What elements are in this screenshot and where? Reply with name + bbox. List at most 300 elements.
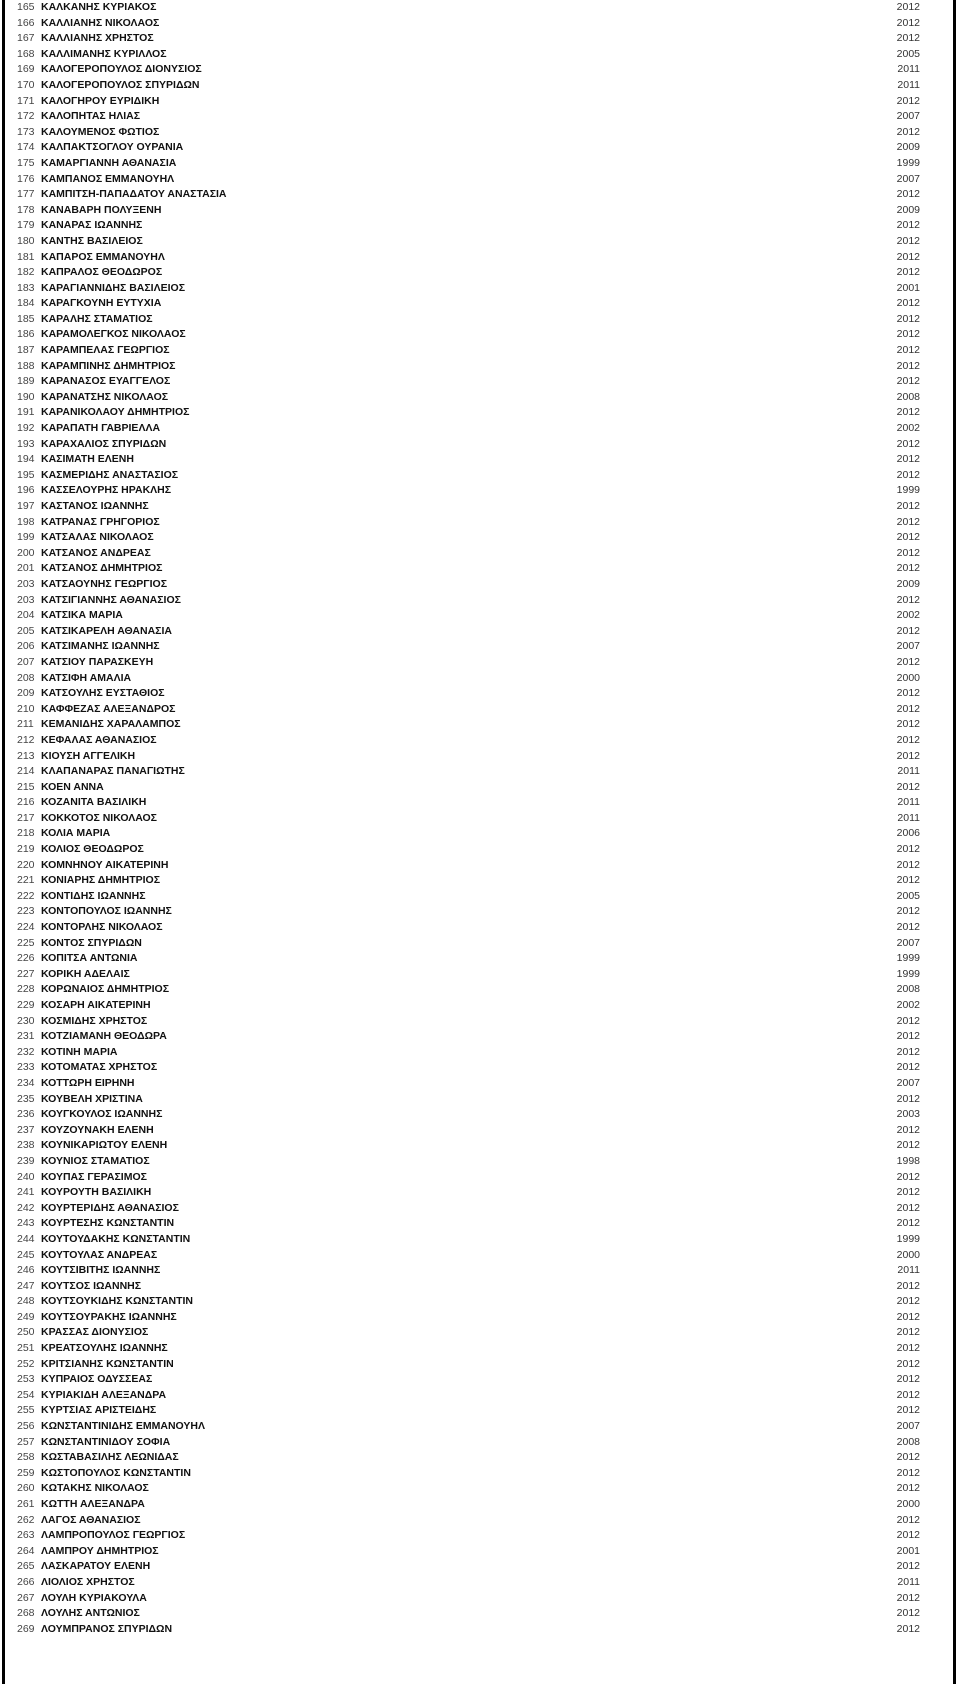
person-name: ΚΑΛΟΠΗΤΑΣ ΗΛΙΑΣ: [41, 110, 141, 123]
person-name: ΚΟΥΡΤΕΣΗΣ ΚΩΝΣΤΑΝΤΙΝ: [41, 1217, 175, 1230]
year-value: 2012: [896, 1607, 920, 1620]
list-item: [17, 1123, 920, 1139]
list-item: [17, 982, 920, 998]
list-item: [17, 1575, 920, 1591]
person-name: ΚΑΝΑΒΑΡΗ ΠΟΛΥΞΕΝΗ: [41, 203, 162, 216]
year-value: 2001: [896, 281, 920, 294]
year-value: 2012: [896, 359, 920, 372]
row-number: 180: [17, 234, 35, 247]
list-item: [17, 920, 920, 936]
row-number: 256: [17, 1420, 35, 1433]
year-value: 2012: [896, 702, 920, 715]
list-item: [17, 265, 920, 281]
list-item: [17, 1170, 920, 1186]
person-name: ΚΑΛΛΙΑΝΗΣ ΧΡΗΣΤΟΣ: [41, 32, 154, 45]
row-number: 259: [17, 1466, 35, 1479]
year-value: 2012: [896, 593, 920, 606]
person-name: ΚΟΥΡΤΕΡΙΔΗΣ ΑΘΑΝΑΣΙΟΣ: [41, 1201, 179, 1214]
person-name: ΚΑΠΑΡΟΣ ΕΜΜΑΝΟΥΗΛ: [41, 250, 165, 263]
row-number: 168: [17, 47, 35, 60]
person-name: ΚΑΡΑΜΠΕΛΑΣ ΓΕΩΡΓΙΟΣ: [41, 344, 170, 357]
row-number: 167: [17, 32, 35, 45]
list-item: [17, 1341, 920, 1357]
year-value: 2012: [896, 1466, 920, 1479]
row-number: 199: [17, 531, 35, 544]
row-number: 219: [17, 843, 35, 856]
person-name: ΚΡΕΑΤΣΟΥΛΗΣ ΙΩΑΝΝΗΣ: [41, 1342, 168, 1355]
row-number: 240: [17, 1170, 35, 1183]
person-name: ΚΑΜΠΑΝΟΣ ΕΜΜΑΝΟΥΗΛ: [41, 172, 175, 185]
person-name: ΚΑΡΑΝΑΣΟΣ ΕΥΑΓΓΕΛΟΣ: [41, 375, 171, 388]
row-number: 194: [17, 453, 35, 466]
row-number: 196: [17, 484, 35, 497]
person-name: ΚΟΥΤΟΥΛΑΣ ΑΝΔΡΕΑΣ: [41, 1248, 158, 1261]
year-value: 2012: [896, 1045, 920, 1058]
row-number: 203: [17, 577, 35, 590]
list-item: [17, 608, 920, 624]
row-number: 176: [17, 172, 35, 185]
person-name: ΚΑΛΟΓΗΡΟΥ ΕΥΡΙΔΙΚΗ: [41, 94, 160, 107]
person-name: ΚΥΡΤΣΙΑΣ ΑΡΙΣΤΕΙΔΗΣ: [41, 1404, 157, 1417]
year-value: 1999: [896, 952, 920, 965]
person-name: ΚΟΝΤΟΠΟΥΛΟΣ ΙΩΑΝΝΗΣ: [41, 905, 172, 918]
list-item: [17, 109, 920, 125]
year-value: 2008: [896, 1435, 920, 1448]
year-value: 1999: [896, 967, 920, 980]
list-item: [17, 187, 920, 203]
list-item: [17, 47, 920, 63]
year-value: 2011: [897, 78, 920, 91]
person-name: ΚΟΤΙΝΗ ΜΑΡΙΑ: [41, 1045, 118, 1058]
row-number: 204: [17, 609, 35, 622]
person-name: ΚΑΡΑΝΑΤΣΗΣ ΝΙΚΟΛΑΟΣ: [41, 390, 169, 403]
list-item: [17, 1403, 920, 1419]
person-name: ΚΑΛΟΥΜΕΝΟΣ ΦΩΤΙΟΣ: [41, 125, 160, 138]
list-item: [17, 250, 920, 266]
person-name: ΚΩΤΑΚΗΣ ΝΙΚΟΛΑΟΣ: [41, 1482, 149, 1495]
year-value: 2012: [896, 858, 920, 871]
list-item: [17, 1279, 920, 1295]
row-number: 257: [17, 1435, 35, 1448]
person-name: ΚΑΡΑΜΠΙΝΗΣ ΔΗΜΗΤΡΙΟΣ: [41, 359, 176, 372]
person-name: ΚΟΥΤΟΥΔΑΚΗΣ ΚΩΝΣΤΑΝΤΙΝ: [41, 1232, 191, 1245]
person-name: ΚΩΣΤΑΒΑΣΙΛΗΣ ΛΕΩΝΙΔΑΣ: [41, 1451, 179, 1464]
person-name: ΚΑΡΑΠΑΤΗ ΓΑΒΡΙΕΛΛΑ: [41, 422, 161, 435]
row-number: 253: [17, 1373, 35, 1386]
person-name: ΛΟΥΜΠΡΑΝΟΣ ΣΠΥΡΙΔΩΝ: [41, 1622, 173, 1635]
year-value: 2012: [896, 921, 920, 934]
person-name: ΚΑΤΣΙΦΗ ΑΜΑΛΙΑ: [41, 671, 132, 684]
row-number: 166: [17, 16, 35, 29]
person-name: ΚΑΣΣΕΛΟΥΡΗΣ ΗΡΑΚΛΗΣ: [41, 484, 172, 497]
person-name: ΚΑΡΑΓΚΟΥΝΗ ΕΥΤΥΧΙΑ: [41, 297, 162, 310]
row-number: 230: [17, 1014, 35, 1027]
person-name: ΛΟΥΛΗΣ ΑΝΤΩΝΙΟΣ: [41, 1607, 140, 1620]
person-name: ΚΥΡΙΑΚΙΔΗ ΑΛΕΞΑΝΔΡΑ: [41, 1388, 167, 1401]
list-item: [17, 733, 920, 749]
year-value: 2012: [896, 1030, 920, 1043]
year-value: 2012: [896, 16, 920, 29]
list-item: [17, 1014, 920, 1030]
year-value: 2012: [896, 1404, 920, 1417]
person-name: ΚΟΥΤΣΟΥΚΙΔΗΣ ΚΩΝΣΤΑΝΤΙΝ: [41, 1295, 194, 1308]
list-item: [17, 312, 920, 328]
list-item: [17, 1201, 920, 1217]
list-item: [17, 577, 920, 593]
row-number: 173: [17, 125, 35, 138]
year-value: 2012: [896, 406, 920, 419]
year-value: 2012: [896, 1357, 920, 1370]
year-value: 1999: [896, 1232, 920, 1245]
year-value: 2012: [896, 1529, 920, 1542]
year-value: 2012: [896, 1, 920, 13]
year-value: 2011: [897, 63, 920, 76]
year-value: 2012: [896, 515, 920, 528]
list-item: [17, 1435, 920, 1451]
person-name: ΚΟΚΚΟΤΟΣ ΝΙΚΟΛΑΟΣ: [41, 811, 157, 824]
person-name: ΚΑΤΣΙΚΑΡΕΛΗ ΑΘΑΝΑΣΙΑ: [41, 624, 172, 637]
person-name: ΚΟΕΝ ΑΝΝΑ: [41, 780, 104, 793]
list-item: [17, 873, 920, 889]
row-number: 236: [17, 1108, 35, 1121]
row-number: 215: [17, 780, 35, 793]
list-item: [17, 1357, 920, 1373]
person-name: ΚΑΤΣΑΝΟΣ ΔΗΜΗΤΡΙΟΣ: [41, 562, 163, 575]
person-name: ΚΟΥΤΣΟΣ ΙΩΑΝΝΗΣ: [41, 1279, 142, 1292]
list-item: [17, 1248, 920, 1264]
list-item: [17, 1060, 920, 1076]
row-number: 266: [17, 1575, 35, 1588]
year-value: 2012: [896, 1279, 920, 1292]
person-name: ΚΑΡΑΜΟΛΕΓΚΟΣ ΝΙΚΟΛΑΟΣ: [41, 328, 186, 341]
year-value: 2012: [896, 234, 920, 247]
row-number: 247: [17, 1279, 35, 1292]
row-number: 252: [17, 1357, 35, 1370]
list-item: [17, 1388, 920, 1404]
list-item: [17, 1559, 920, 1575]
person-name: ΛΙΟΛΙΟΣ ΧΡΗΣΤΟΣ: [41, 1575, 135, 1588]
list-item: [17, 671, 920, 687]
person-name: ΚΑΜΠΙΤΣΗ-ΠΑΠΑΔΑΤΟΥ ΑΝΑΣΤΑΣΙΑ: [41, 188, 227, 201]
person-name: ΛΑΜΠΡΟΠΟΥΛΟΣ ΓΕΩΡΓΙΟΣ: [41, 1529, 186, 1542]
year-value: 2002: [896, 609, 920, 622]
year-value: 2012: [896, 780, 920, 793]
year-value: 2007: [896, 1420, 920, 1433]
list-item: [17, 0, 920, 16]
list-item: [17, 468, 920, 484]
list-item: [17, 1466, 920, 1482]
year-value: 1999: [896, 156, 920, 169]
person-name: ΚΩΤΤΗ ΑΛΕΞΑΝΔΡΑ: [41, 1498, 145, 1510]
person-name: ΚΑΜΑΡΓΙΑΝΝΗ ΑΘΑΝΑΣΙΑ: [41, 156, 177, 169]
year-value: 2000: [896, 1248, 920, 1261]
person-name: ΚΟΝΤΟΣ ΣΠΥΡΙΔΩΝ: [41, 936, 142, 949]
year-value: 2012: [896, 1201, 920, 1214]
person-name: ΚΡΑΣΣΑΣ ΔΙΟΝΥΣΙΟΣ: [41, 1326, 149, 1339]
year-value: 2002: [896, 999, 920, 1011]
row-number: 232: [17, 1045, 35, 1058]
list-item: [17, 452, 920, 468]
row-number: 228: [17, 983, 35, 996]
list-item: [17, 1528, 920, 1544]
list-item: [17, 327, 920, 343]
list-item: [17, 1216, 920, 1232]
person-name: ΚΟΥΝΙΚΑΡΙΩΤΟΥ ΕΛΕΝΗ: [41, 1139, 168, 1152]
person-name: ΚΟΥΡΟΥΤΗ ΒΑΣΙΛΙΚΗ: [41, 1186, 152, 1199]
person-name: ΚΑΤΣΙΟΥ ΠΑΡΑΣΚΕΥΗ: [41, 655, 154, 668]
row-number: 198: [17, 515, 35, 528]
list-item: [17, 1372, 920, 1388]
list-item: [17, 218, 920, 234]
person-name: ΚΟΥΤΣΟΥΡΑΚΗΣ ΙΩΑΝΝΗΣ: [41, 1310, 177, 1323]
year-value: 2005: [896, 889, 920, 902]
list-item: [17, 702, 920, 718]
list-item: [17, 515, 920, 531]
list-item: [17, 530, 920, 546]
person-name: ΚΑΤΣΑΛΑΣ ΝΙΚΟΛΑΟΣ: [41, 531, 154, 544]
year-value: 2012: [896, 94, 920, 107]
list-item: [17, 624, 920, 640]
year-value: 2012: [896, 453, 920, 466]
list-item: [17, 1497, 920, 1513]
row-number: 185: [17, 312, 35, 325]
year-value: 2012: [896, 219, 920, 232]
year-value: 2012: [896, 1217, 920, 1230]
person-name: ΚΑΣΜΕΡΙΔΗΣ ΑΝΑΣΤΑΣΙΟΣ: [41, 468, 179, 481]
year-value: 2001: [896, 1544, 920, 1557]
row-number: 254: [17, 1388, 35, 1401]
person-name: ΚΟΝΤΙΔΗΣ ΙΩΑΝΝΗΣ: [41, 889, 146, 902]
row-number: 210: [17, 702, 35, 715]
year-value: 2011: [897, 1264, 920, 1277]
row-number: 187: [17, 344, 35, 357]
list-item: [17, 686, 920, 702]
row-number: 224: [17, 921, 35, 934]
list-item: [17, 811, 920, 827]
year-value: 2003: [896, 1108, 920, 1121]
list-item: [17, 1606, 920, 1622]
row-number: 209: [17, 687, 35, 700]
row-number: 214: [17, 765, 35, 778]
year-value: 2012: [896, 624, 920, 637]
list-item: [17, 1154, 920, 1170]
list-item: [17, 172, 920, 188]
year-value: 2012: [896, 1310, 920, 1323]
person-name: ΚΑΤΣΙΓΙΑΝΝΗΣ ΑΘΑΝΑΣΙΟΣ: [41, 593, 181, 606]
year-value: 2011: [897, 1575, 920, 1588]
list-item: [17, 1325, 920, 1341]
row-number: 223: [17, 905, 35, 918]
year-value: 2007: [896, 172, 920, 185]
row-number: 250: [17, 1326, 35, 1339]
person-name: ΚΑΤΣΑΝΟΣ ΑΝΔΡΕΑΣ: [41, 546, 151, 559]
year-value: 2012: [896, 733, 920, 746]
person-name: ΚΑΝΑΡΑΣ ΙΩΑΝΝΗΣ: [41, 219, 143, 232]
year-value: 2008: [896, 983, 920, 996]
year-value: 2012: [896, 1373, 920, 1386]
person-name: ΛΑΣΚΑΡΑΤΟΥ ΕΛΕΝΗ: [41, 1560, 151, 1573]
row-number: 258: [17, 1451, 35, 1464]
list-item: [17, 1138, 920, 1154]
person-name: ΚΑΛΛΙΑΝΗΣ ΝΙΚΟΛΑΟΣ: [41, 16, 160, 29]
year-value: 2007: [896, 640, 920, 653]
person-name: ΛΑΜΠΡΟΥ ΔΗΜΗΤΡΙΟΣ: [41, 1544, 159, 1557]
list-item: [17, 826, 920, 842]
row-number: 255: [17, 1404, 35, 1417]
year-value: 2012: [896, 32, 920, 45]
list-item: [17, 1029, 920, 1045]
list-item: [17, 1544, 920, 1560]
list-item: [17, 62, 920, 78]
list-item: [17, 1294, 920, 1310]
year-value: 2011: [897, 765, 920, 778]
year-value: 2011: [897, 811, 920, 824]
left-border-rule: [2, 0, 5, 1684]
row-number: 242: [17, 1201, 35, 1214]
year-value: 2012: [896, 1560, 920, 1573]
year-value: 2011: [897, 796, 920, 809]
year-value: 2012: [896, 1139, 920, 1152]
list-item: [17, 16, 920, 32]
person-name: ΚΟΥΤΣΙΒΙΤΗΣ ΙΩΑΝΝΗΣ: [41, 1264, 161, 1277]
list-item: [17, 1076, 920, 1092]
row-number: 267: [17, 1591, 35, 1604]
year-value: 2007: [896, 1076, 920, 1089]
row-number: 181: [17, 250, 35, 263]
year-value: 2012: [896, 718, 920, 731]
row-number: 169: [17, 63, 35, 76]
list-item: [17, 203, 920, 219]
row-number: 243: [17, 1217, 35, 1230]
list-item: [17, 1185, 920, 1201]
year-value: 2012: [896, 266, 920, 279]
person-name: ΚΟΤΟΜΑΤΑΣ ΧΡΗΣΤΟΣ: [41, 1061, 158, 1074]
person-name: ΚΩΝΣΤΑΝΤΙΝΙΔΟΥ ΣΟΦΙΑ: [41, 1435, 171, 1448]
row-number: 195: [17, 468, 35, 481]
person-name: ΚΟΜΝΗΝΟΥ ΑΙΚΑΤΕΡΙΝΗ: [41, 858, 169, 871]
year-value: 2012: [896, 687, 920, 700]
list-item: [17, 343, 920, 359]
row-number: 171: [17, 94, 35, 107]
year-value: 2012: [896, 188, 920, 201]
row-number: 227: [17, 967, 35, 980]
person-name: ΚΑΡΑΝΙΚΟΛΑΟΥ ΔΗΜΗΤΡΙΟΣ: [41, 406, 190, 419]
list-item: [17, 1419, 920, 1435]
year-value: 2012: [896, 1622, 920, 1635]
list-item: [17, 546, 920, 562]
list-item: [17, 639, 920, 655]
row-number: 268: [17, 1607, 35, 1620]
person-name: ΚΟΠΙΤΣΑ ΑΝΤΩΝΙΑ: [41, 952, 138, 965]
row-number: 234: [17, 1076, 35, 1089]
year-value: 2000: [896, 671, 920, 684]
list-item: [17, 78, 920, 94]
year-value: 2009: [896, 577, 920, 590]
row-number: 178: [17, 203, 35, 216]
year-value: 2012: [896, 500, 920, 512]
right-border-rule: [953, 0, 956, 1684]
row-number: 265: [17, 1560, 35, 1573]
list-item: [17, 1263, 920, 1279]
person-name: ΚΑΤΣΙΜΑΝΗΣ ΙΩΑΝΝΗΣ: [41, 640, 160, 653]
year-value: 2012: [896, 531, 920, 544]
row-number: 184: [17, 297, 35, 310]
list-item: [17, 281, 920, 297]
row-number: 231: [17, 1030, 35, 1043]
row-number: 245: [17, 1248, 35, 1261]
row-number: 249: [17, 1310, 35, 1323]
row-number: 182: [17, 266, 35, 279]
person-name: ΚΡΙΤΣΙΑΝΗΣ ΚΩΝΣΤΑΝΤΙΝ: [41, 1357, 174, 1370]
list-item: [17, 904, 920, 920]
year-value: 1998: [896, 1154, 920, 1167]
row-number: 226: [17, 952, 35, 965]
person-name: ΚΟΥΠΑΣ ΓΕΡΑΣΙΜΟΣ: [41, 1170, 147, 1183]
year-value: 2012: [896, 1186, 920, 1199]
list-item: [17, 296, 920, 312]
row-number: 208: [17, 671, 35, 684]
list-item: [17, 1045, 920, 1061]
row-number: 170: [17, 78, 35, 91]
row-number: 248: [17, 1295, 35, 1308]
person-name: ΚΛΑΠΑΝΑΡΑΣ ΠΑΝΑΓΙΩΤΗΣ: [41, 765, 185, 778]
year-value: 2012: [896, 468, 920, 481]
year-value: 2012: [896, 1482, 920, 1495]
row-number: 239: [17, 1154, 35, 1167]
year-value: 2012: [896, 1092, 920, 1105]
row-number: 222: [17, 889, 35, 902]
list-item: [17, 842, 920, 858]
person-name: ΚΟΤΤΩΡΗ ΕΙΡΗΝΗ: [41, 1076, 135, 1089]
year-value: 2012: [896, 655, 920, 668]
person-name: ΚΟΡΩΝΑΙΟΣ ΔΗΜΗΤΡΙΟΣ: [41, 983, 170, 996]
list-item: [17, 593, 920, 609]
list-item: [17, 499, 920, 515]
list-item: [17, 421, 920, 437]
person-name: ΚΟΥΖΟΥΝΑΚΗ ΕΛΕΝΗ: [41, 1123, 154, 1136]
year-value: 2012: [896, 843, 920, 856]
row-number: 165: [17, 1, 35, 13]
person-name: ΚΑΤΣΑΟΥΝΗΣ ΓΕΩΡΓΙΟΣ: [41, 577, 168, 590]
row-number: 235: [17, 1092, 35, 1105]
year-value: 2005: [896, 47, 920, 60]
list-item: [17, 655, 920, 671]
list-item: [17, 936, 920, 952]
list-item: [17, 717, 920, 733]
row-number: 244: [17, 1232, 35, 1245]
list-item: [17, 780, 920, 796]
person-name: ΚΑΝΤΗΣ ΒΑΣΙΛΕΙΟΣ: [41, 234, 143, 247]
person-name: ΚΟΥΝΙΟΣ ΣΤΑΜΑΤΙΟΣ: [41, 1154, 150, 1167]
year-value: 2000: [896, 1498, 920, 1510]
row-number: 179: [17, 219, 35, 232]
row-number: 193: [17, 437, 35, 450]
person-name: ΚΑΣΤΑΝΟΣ ΙΩΑΝΝΗΣ: [41, 500, 149, 512]
person-name: ΚΑΠΡΑΛΟΣ ΘΕΟΔΩΡΟΣ: [41, 266, 163, 279]
row-number: 212: [17, 733, 35, 746]
list-item: [17, 749, 920, 765]
list-item: [17, 234, 920, 250]
person-name: ΚΕΜΑΝΙΔΗΣ ΧΑΡΑΛΑΜΠΟΣ: [41, 718, 181, 731]
person-name: ΚΙΟΥΣΗ ΑΓΓΕΛΙΚΗ: [41, 749, 136, 762]
row-number: 189: [17, 375, 35, 388]
list-item: [17, 437, 920, 453]
person-name: ΚΟΖΑΝΙΤΑ ΒΑΣΙΛΙΚΗ: [41, 796, 147, 809]
year-value: 2009: [896, 141, 920, 154]
year-value: 2012: [896, 1170, 920, 1183]
list-item: [17, 561, 920, 577]
year-value: 2012: [896, 125, 920, 138]
